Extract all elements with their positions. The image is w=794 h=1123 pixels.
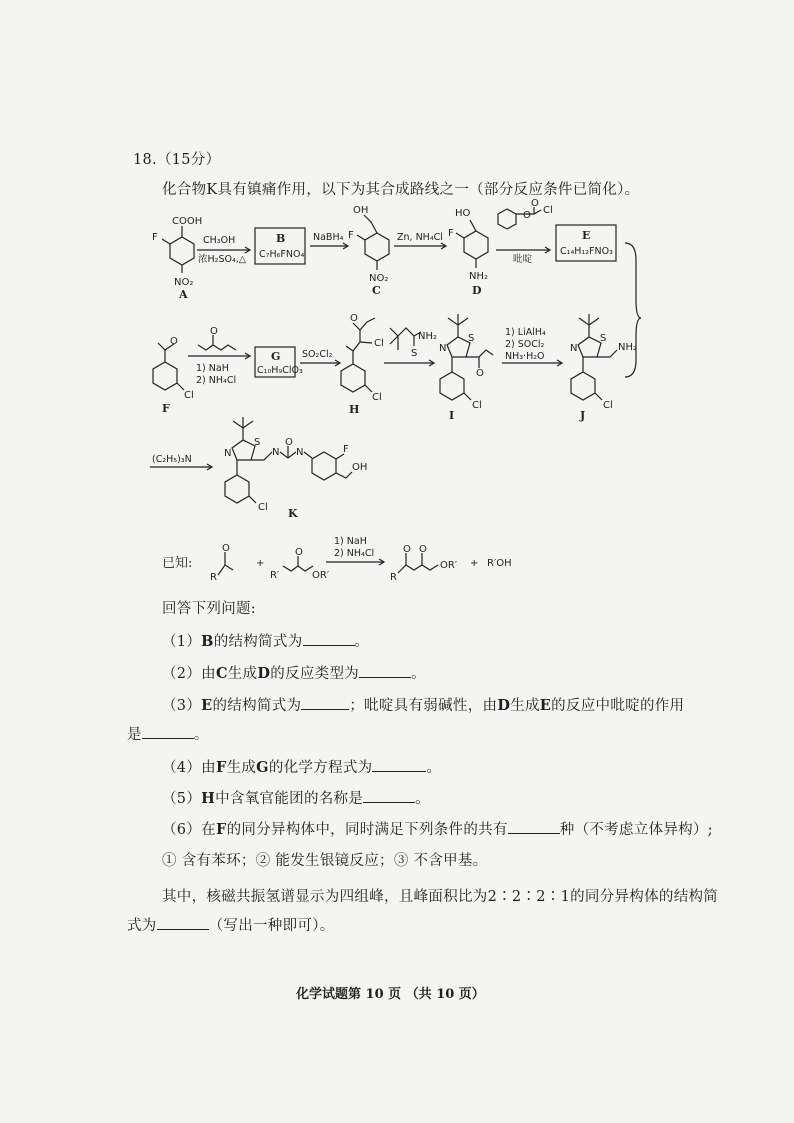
cond-bc: NaBH₄ <box>313 232 344 243</box>
atom-r-known: R <box>210 572 217 583</box>
compound-J-structure <box>571 314 617 400</box>
atom-ho-c: OH <box>353 205 369 216</box>
phenyl-chloroformate-structure <box>498 207 541 229</box>
atom-nh2-thioamide: NH₂ <box>418 331 438 342</box>
question-6-conditions: ① 含有苯环；② 能发生银镜反应；③ 不含甲基。 <box>162 853 488 869</box>
question-intro: 化合物K具有镇痛作用，以下为其合成路线之一（部分反应条件已简化）。 <box>162 182 640 198</box>
known-carbonate-structure <box>283 556 313 571</box>
atom-orp-known: OR′ <box>312 570 330 581</box>
answer-blank-2[interactable] <box>359 665 411 678</box>
atom-n-i: N <box>439 343 447 354</box>
atom-o-i: O <box>476 368 484 379</box>
question-4: （4）由F生成G的化学方程式为 。 <box>162 759 442 776</box>
cond-fg-1: 1) NaH <box>196 363 229 374</box>
atom-o-h: O <box>350 313 358 324</box>
cond-fg-2: 2) NH₄Cl <box>196 375 237 386</box>
answer-prompt: 回答下列问题: <box>162 601 256 617</box>
atom-r-product: R <box>390 572 397 583</box>
question-2: （2）由C生成D的反应类型为 。 <box>162 665 426 682</box>
formula-E: C₁₄H₁₂FNO₃ <box>560 246 613 257</box>
label-F: F <box>162 402 170 415</box>
known-cond-1: 1) NaH <box>334 536 367 547</box>
answer-blank-4[interactable] <box>372 759 426 772</box>
atom-o-k: O <box>285 437 293 448</box>
answer-blank-1[interactable] <box>303 633 355 646</box>
thioamide-structure <box>390 328 421 350</box>
page-footer: 化学试题第 10 页 （共 10 页） <box>296 987 485 1002</box>
formula-G: C₁₀H₉ClO₃ <box>257 365 303 376</box>
atom-f-d: F <box>448 228 454 239</box>
atom-o2-chloroformate: O <box>531 198 539 209</box>
question-1: （1）B的结构简式为 。 <box>162 633 370 650</box>
atom-cooh: COOH <box>172 216 203 227</box>
atom-nh2-d: NH₂ <box>469 271 489 282</box>
cond-ab-2: 浓H₂SO₄,△ <box>198 254 247 265</box>
cond-de: 吡啶 <box>513 254 533 265</box>
known-ketone-structure <box>218 552 233 575</box>
plus-sign-1: + <box>256 558 265 569</box>
cond-ij-2: 2) SOCl₂ <box>505 339 545 350</box>
known-product-structure <box>398 553 438 573</box>
atom-no2-a: NO₂ <box>174 277 194 288</box>
answer-blank-5[interactable] <box>363 790 415 803</box>
compound-A-structure <box>162 226 194 273</box>
answer-blank-3b[interactable] <box>142 726 194 739</box>
label-C: C <box>372 284 381 297</box>
atom-o-chloroformate: O <box>523 210 531 221</box>
atom-nh-k-1: N <box>272 447 280 458</box>
atom-o-known-ketone: O <box>222 543 230 554</box>
label-A: A <box>179 288 188 301</box>
label-K: K <box>288 507 298 520</box>
atom-cl-j: Cl <box>603 400 613 411</box>
atom-nh-k-2: N <box>296 447 304 458</box>
known-byproduct: R′OH <box>487 558 512 569</box>
atom-f-a: F <box>152 232 158 243</box>
label-E: E <box>582 229 591 242</box>
compound-K-structure <box>225 417 352 503</box>
atom-rp-known: R′ <box>270 570 280 581</box>
answer-blank-6b[interactable] <box>157 917 209 930</box>
atom-n-k: N <box>224 448 232 459</box>
compound-D-structure <box>456 220 488 268</box>
known-label: 已知: <box>162 556 193 571</box>
label-B: B <box>276 232 286 245</box>
atom-s-i: S <box>468 333 475 344</box>
compound-C-structure <box>357 215 389 270</box>
question-6-tail-1: 其中，核磁共振氢谱显示为四组峰，且峰面积比为2∶2∶2∶1的同分异构体的结构简 <box>162 889 719 905</box>
atom-cl-h-side: Cl <box>374 338 384 349</box>
atom-o-known-carbonate: O <box>295 547 303 558</box>
question-number: 18.（15分） <box>133 152 221 168</box>
label-D: D <box>472 284 482 297</box>
atom-o-dmc: O <box>210 326 218 337</box>
known-cond-2: 2) NH₄Cl <box>334 548 375 559</box>
dimethyl-carbonate-structure <box>198 335 236 350</box>
compound-H-structure <box>341 318 375 392</box>
cond-ij-3: NH₃·H₂O <box>505 351 545 362</box>
label-I: I <box>449 409 455 422</box>
cond-gh: SO₂Cl₂ <box>302 349 333 360</box>
label-G: G <box>271 350 281 363</box>
cond-ab-1: CH₃OH <box>203 235 236 246</box>
answer-blank-6[interactable] <box>508 821 560 834</box>
answer-blank-3a[interactable] <box>301 697 349 710</box>
atom-ho-d: HO <box>455 208 471 219</box>
cond-jk: (C₂H₅)₃N <box>152 454 192 465</box>
atom-oh-k: OH <box>352 462 368 473</box>
question-3: （3）E的结构简式为 ；吡啶具有弱碱性，由D生成E的反应中吡啶的作用 <box>162 697 685 714</box>
atom-nh2-j: NH₂ <box>618 342 638 353</box>
atom-f-c: F <box>348 230 354 241</box>
plus-sign-2: + <box>470 558 479 569</box>
atom-s-j: S <box>600 333 607 344</box>
cond-ij-1: 1) LiAlH₄ <box>505 327 546 338</box>
compound-I-structure <box>440 314 493 400</box>
question-6: （6）在F的同分异构体中，同时满足下列条件的共有 种（不考虑立体异构）; <box>162 821 713 838</box>
atom-orp-product: OR′ <box>440 560 458 571</box>
atom-n-j: N <box>570 343 578 354</box>
label-H: H <box>349 403 360 416</box>
label-J: J <box>580 409 586 422</box>
atom-cl-chloroformate: Cl <box>543 205 553 216</box>
question-3-line2: 是 。 <box>127 727 209 743</box>
compound-F-structure <box>153 343 184 390</box>
question-5: （5）H中含氧官能团的名称是 。 <box>162 790 430 807</box>
atom-cl-k: Cl <box>258 502 268 513</box>
atom-cl-h: Cl <box>372 392 382 403</box>
atom-s-thioamide: S <box>411 348 418 359</box>
formula-B: C₇H₆FNO₄ <box>259 249 305 260</box>
cond-cd: Zn, NH₄Cl <box>397 232 443 243</box>
atom-s-k: S <box>254 437 261 448</box>
atom-cl-i: Cl <box>472 400 482 411</box>
question-6-tail-2: 式为 （写出一种即可）。 <box>127 918 335 934</box>
atom-no2-c: NO₂ <box>369 273 389 284</box>
atom-cl-f: Cl <box>184 390 194 401</box>
atom-o-f: O <box>170 336 178 347</box>
atom-f-k: F <box>343 444 349 455</box>
atom-o-product-2: O <box>419 544 427 555</box>
atom-o-product-1: O <box>403 544 411 555</box>
